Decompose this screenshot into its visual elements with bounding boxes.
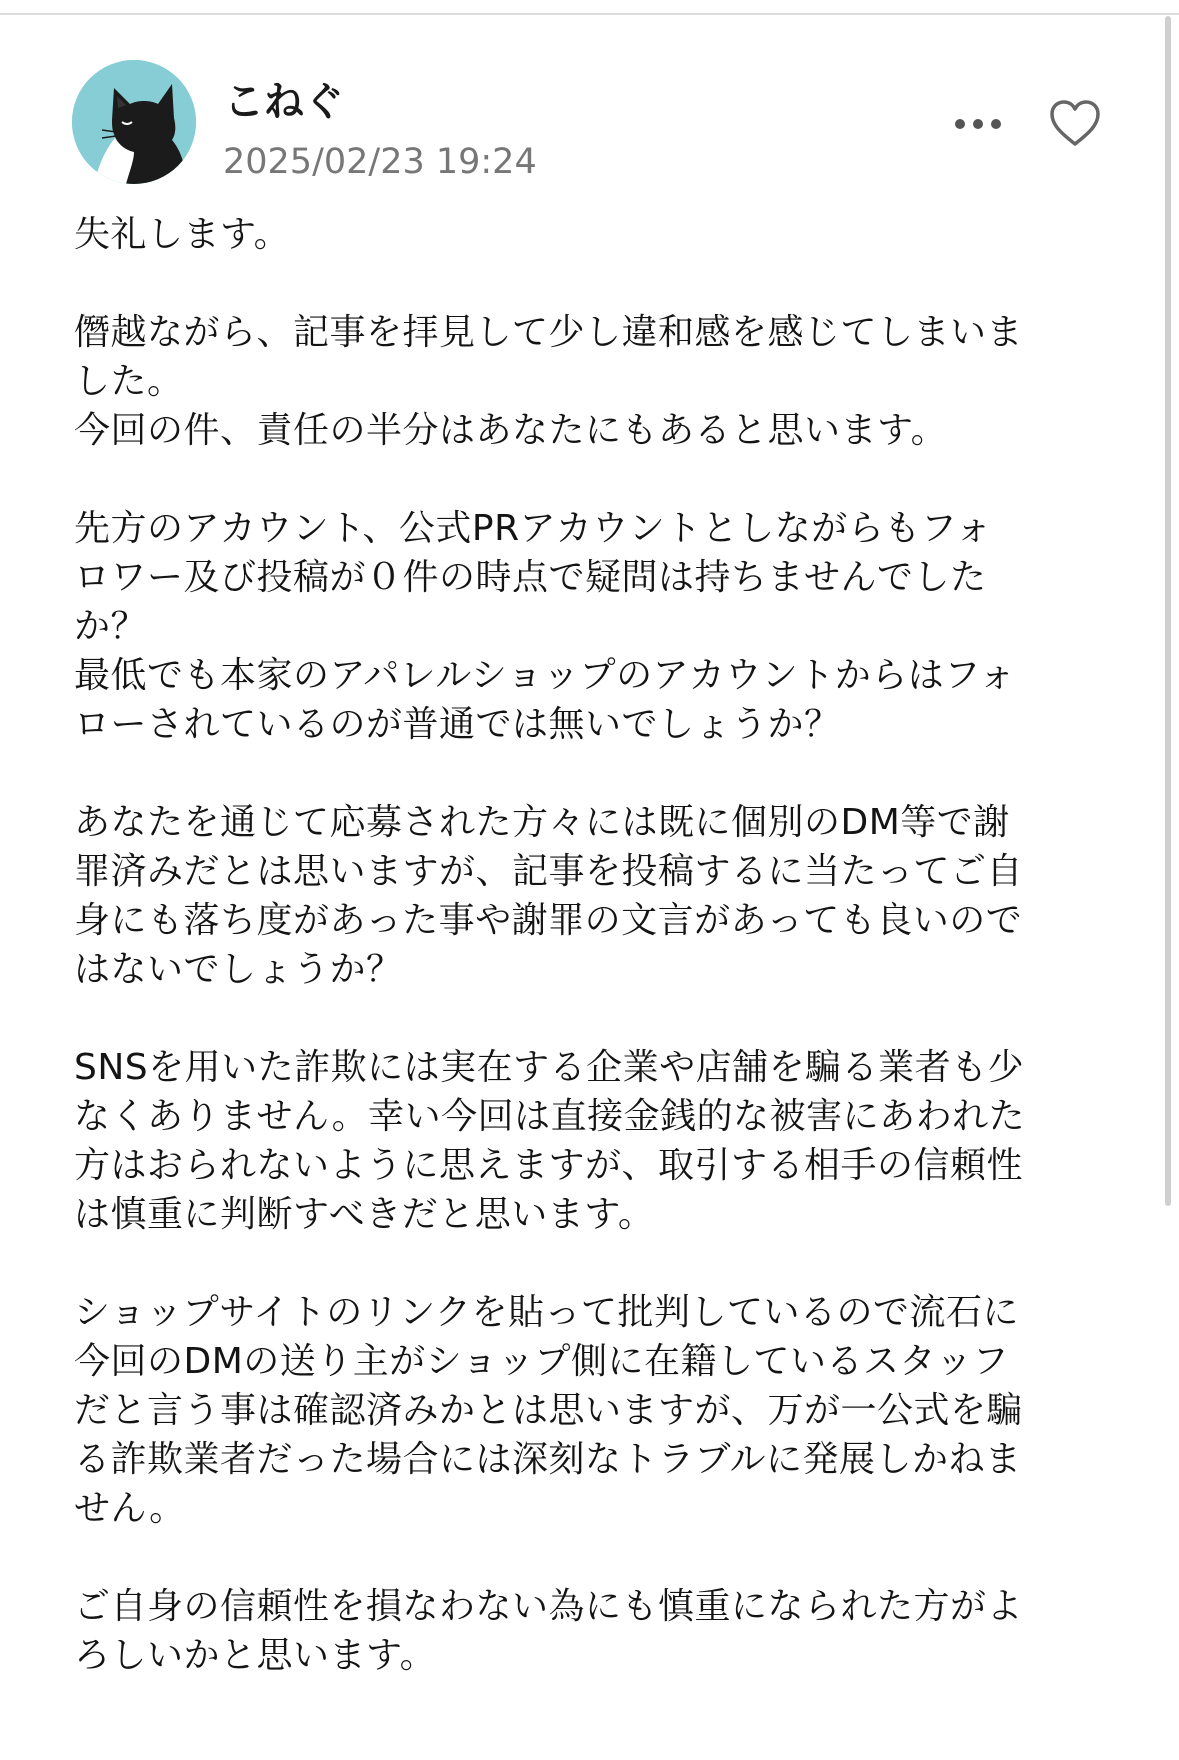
comment-line: だと言う事は確認済みかとは思いますが、万が一公式を騙 bbox=[74, 1390, 1024, 1431]
comment-line: ローされているのが普通では無いでしょうか？ bbox=[74, 704, 841, 745]
more-options-button[interactable] bbox=[950, 104, 1006, 144]
top-divider bbox=[0, 13, 1179, 15]
like-button[interactable] bbox=[1047, 96, 1103, 152]
comment-line: SNSを用いた詐欺には実在する企業や店舗を騙る業者も少 bbox=[74, 1047, 1025, 1088]
comment-line: 罪済みだとは思いますが、記事を投稿するに当たってご自 bbox=[74, 851, 1024, 892]
comment-line: 最低でも本家のアパレルショップのアカウントからはフォ bbox=[74, 655, 1016, 696]
comment-line: なくありません。幸い今回は直接金銭的な被害にあわれた bbox=[74, 1096, 1026, 1137]
black-cat-avatar-icon bbox=[72, 60, 196, 184]
comment-line: は慎重に判断すべきだと思います。 bbox=[74, 1194, 655, 1235]
comment-line: 今回の件、責任の半分はあなたにもあると思います。 bbox=[74, 410, 948, 451]
comment-line: 今回のDMの送り主がショップ側に在籍しているスタッフ bbox=[74, 1341, 1010, 1382]
comment-paragraph bbox=[74, 1288, 1114, 1533]
comment-line: せん。 bbox=[74, 1488, 186, 1529]
comment-line: した。 bbox=[74, 361, 184, 402]
more-horizontal-icon bbox=[950, 104, 1006, 144]
comment-line: あなたを通じて応募された方々には既に個別のDM等で謝 bbox=[74, 802, 1010, 843]
comment-line: る詐欺業者だった場合には深刻なトラブルに発展しかねま bbox=[74, 1439, 1022, 1480]
author-name[interactable]: こねぐ bbox=[224, 79, 344, 125]
comment-line: ショップサイトのリンクを貼って批判しているので流石に bbox=[74, 1292, 1020, 1333]
comment-line: 身にも落ち度があった事や謝罪の文言があっても良いので bbox=[74, 900, 1023, 941]
comment-paragraph bbox=[74, 1043, 1114, 1239]
comment-paragraph bbox=[74, 210, 1114, 259]
comment-line: ろしいかと思います。 bbox=[74, 1635, 437, 1676]
comment-paragraph bbox=[74, 504, 1114, 749]
comment-paragraph bbox=[74, 798, 1114, 994]
heart-outline-icon bbox=[1047, 96, 1103, 152]
comment-paragraph bbox=[74, 308, 1114, 455]
comment-line: ロワー及び投稿が０件の時点で疑問は持ちませんでした bbox=[74, 557, 987, 598]
comment-line: ご自身の信頼性を損なわない為にも慎重になられた方がよ bbox=[74, 1586, 1024, 1627]
avatar[interactable] bbox=[72, 60, 196, 184]
scrollbar[interactable] bbox=[1165, 16, 1171, 1206]
comment-line: か？ bbox=[74, 606, 148, 647]
comment-timestamp: 2025/02/23 19:24 bbox=[223, 142, 537, 182]
comment-line: はないでしょうか？ bbox=[74, 949, 403, 990]
comment-line: 先方のアカウント、公式PRアカウントとしながらもフォ bbox=[74, 508, 992, 549]
comment-line: 失礼します。 bbox=[74, 214, 291, 255]
comment-line: 方はおられないように思えますが、取引する相手の信頼性 bbox=[74, 1145, 1024, 1186]
comment-body bbox=[74, 210, 1114, 1680]
comment-paragraph bbox=[74, 1582, 1114, 1680]
comment-line: 僭越ながら、記事を拝見して少し違和感を感じてしまいま bbox=[74, 312, 1024, 353]
